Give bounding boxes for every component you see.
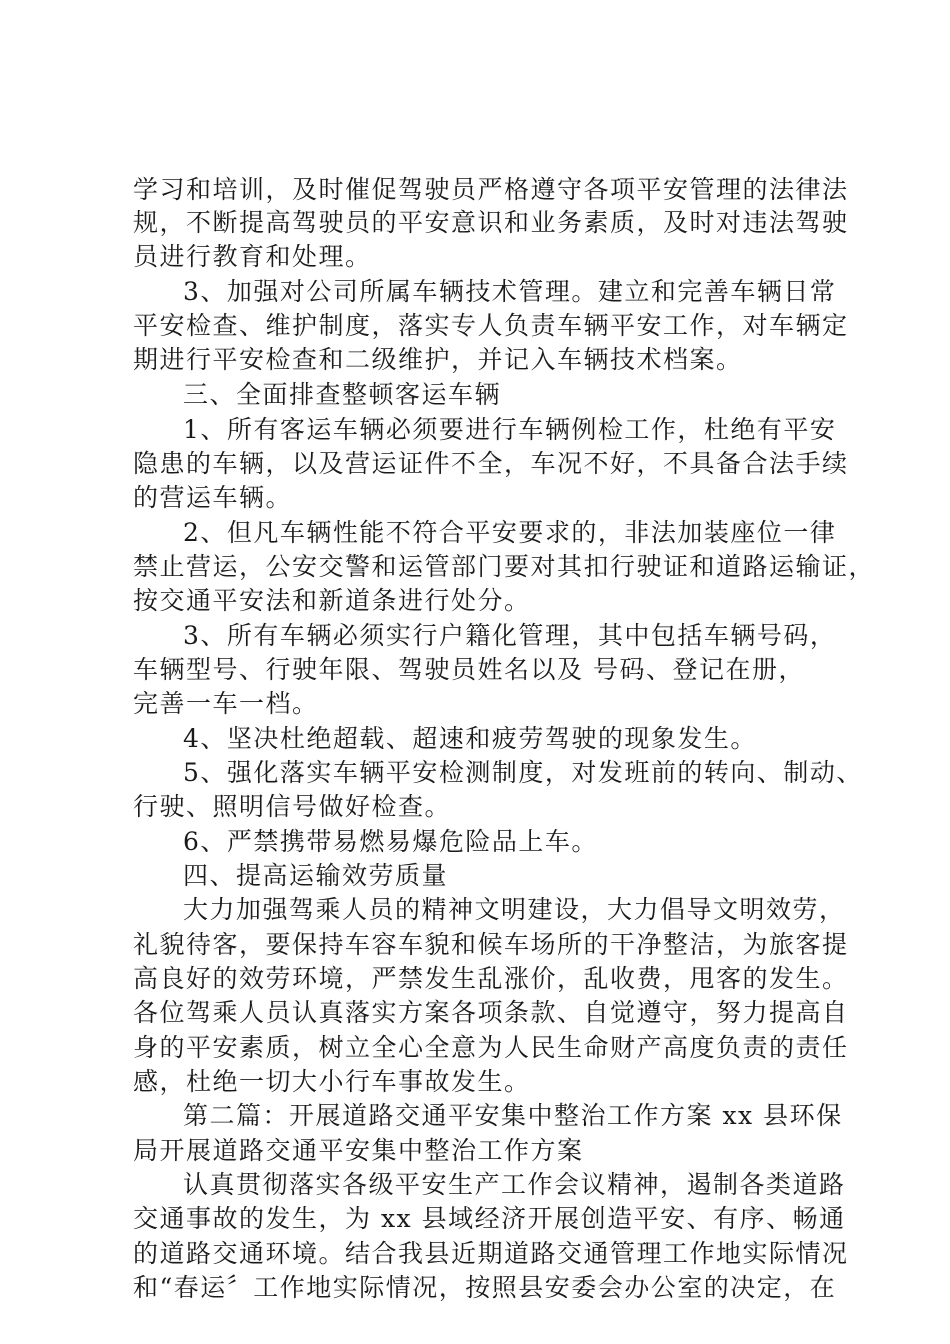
text-line: 认真贯彻落实各级平安生产工作会议精神，遏制各类道路	[183, 1170, 846, 1199]
text-line: 车辆型号、行驶年限、驾驶员姓名以及 号码、登记在册，	[133, 655, 805, 684]
chapter-title: 第二篇：开展道路交通平安集中整治工作方案 xx 县环保	[183, 1101, 843, 1130]
text-line: 的营运车辆。	[133, 483, 293, 512]
text-line: 礼貌待客，要保持车容车貌和候车场所的干净整洁，为旅客提	[133, 930, 849, 959]
text-line: 行驶、照明信号做好检查。	[133, 792, 452, 821]
text-line: 感，杜绝一切大小行车事故发生。	[133, 1067, 531, 1096]
text-line: 期进行平安检查和二级维护，并记入车辆技术档案。	[133, 345, 743, 374]
section-heading: 三、全面排查整顿客运车辆	[183, 380, 502, 409]
text-line: 6、严禁携带易燃易爆危险品上车。	[183, 827, 598, 856]
chapter-title: 局开展道路交通平安集中整治工作方案	[133, 1136, 584, 1165]
text-line: 4、坚决杜绝超载、超速和疲劳驾驶的现象发生。	[183, 724, 757, 753]
text-line: 规，不断提高驾驶员的平安意识和业务素质，及时对违法驾驶	[133, 208, 849, 237]
text-line: 交通事故的发生，为 xx 县域经济开展创造平安、有序、畅通	[133, 1204, 846, 1233]
text-line: 5、强化落实车辆平安检测制度，对发班前的转向、制动、	[183, 758, 863, 787]
text-line: 和“春运〞工作地实际情况，按照县安委会办公室的决定，在	[133, 1273, 837, 1302]
text-line: 3、加强对公司所属车辆技术管理。建立和完善车辆日常	[183, 277, 837, 306]
text-line: 员进行教育和处理。	[133, 242, 372, 271]
text-line: 学习和培训，及时催促驾驶员严格遵守各项平安管理的法律法	[133, 175, 849, 204]
text-line: 2、但凡车辆性能不符合平安要求的，非法加装座位一律	[183, 518, 837, 547]
text-line: 3、所有车辆必须实行户籍化管理，其中包括车辆号码，	[183, 621, 837, 650]
text-line: 高良好的效劳环境，严禁发生乱涨价，乱收费，甩客的发生。	[133, 964, 849, 993]
section-heading: 四、提高运输效劳质量	[183, 861, 449, 890]
text-line: 禁止营运，公安交警和运管部门要对其扣行驶证和道路运输证，	[133, 552, 876, 581]
text-line: 身的平安素质，树立全心全意为人民生命财产高度负责的责任	[133, 1033, 849, 1062]
text-line: 按交通平安法和新道条进行处分。	[133, 586, 531, 615]
text-line: 隐患的车辆，以及营运证件不全，车况不好，不具备合法手续	[133, 449, 849, 478]
text-line: 完善一车一档。	[133, 689, 319, 718]
text-line: 各位驾乘人员认真落实方案各项条款、自觉遵守，努力提高自	[133, 998, 849, 1027]
text-line: 大力加强驾乘人员的精神文明建设，大力倡导文明效劳，	[183, 895, 846, 924]
text-line: 的道路交通环境。结合我县近期道路交通管理工作地实际情况	[133, 1239, 849, 1268]
text-line: 1、所有客运车辆必须要进行车辆例检工作，杜绝有平安	[183, 415, 837, 444]
text-line: 平安检查、维护制度，落实专人负责车辆平安工作，对车辆定	[133, 311, 849, 340]
